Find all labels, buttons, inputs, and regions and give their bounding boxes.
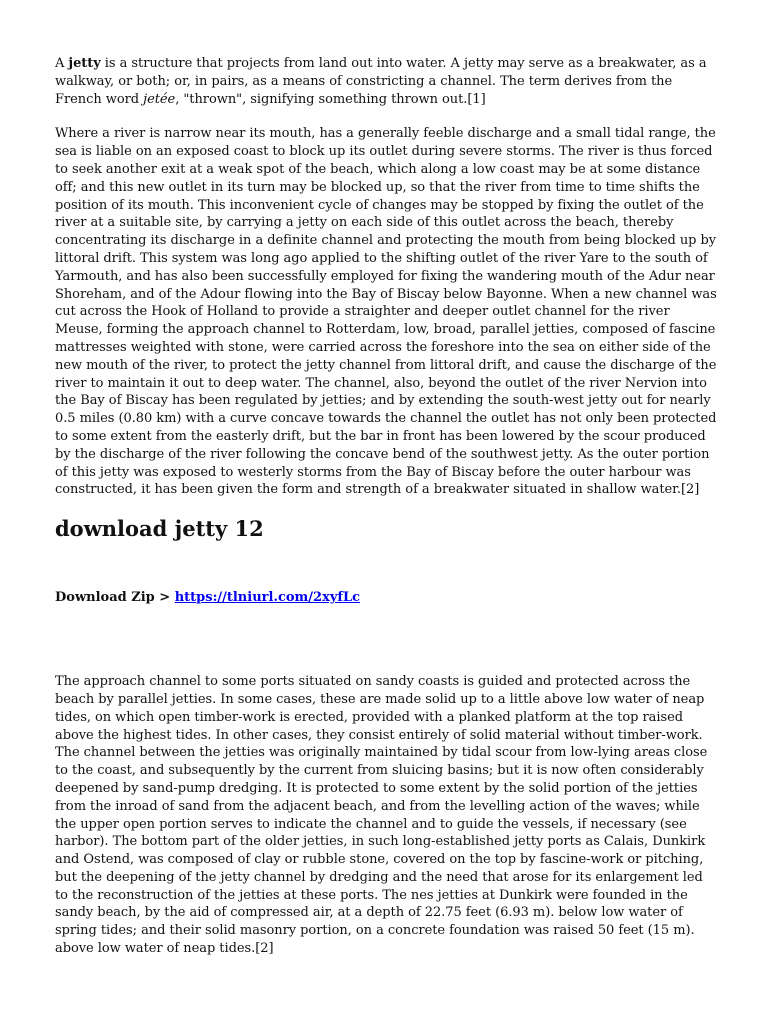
intro-paragraph bbox=[55, 55, 719, 108]
article bbox=[55, 55, 719, 958]
download-label: Download Zip > bbox=[55, 590, 175, 606]
intro-lead: A bbox=[55, 56, 69, 71]
intro-text-1: is a structure that projects from land out into water. A jetty may serve as a breakwater, as a walkway, or both; or, in pairs, as a means of constricting a channel. The term derives from the French word bbox=[55, 56, 707, 107]
intro-text-2: , "thrown", signifying something thrown out.[1] bbox=[175, 91, 486, 107]
french-word: jetée bbox=[143, 91, 176, 107]
download-link[interactable]: https://tlniurl.com/2xyfLc bbox=[174, 590, 361, 606]
download-line bbox=[55, 589, 719, 607]
river-jetty-paragraph: Where a river is narrow near its mouth, has a generally feeble discharge and a small tidal range, the sea is liable on an exposed coast to block up its outlet during severe storms. The river is thus forced to seek another exit at a weak spot of the beach, which along a low coast may be at some distance off; and this new outlet in its turn may be blocked up, so that the river from time to time shifts the position of its mouth. This inconvenient cycle of changes may be stopped by fixing the outlet of the river at a suitable site, by carrying a jetty on each side of this outlet across the beach, thereby concentrating its discharge in a definite channel and protecting the mouth from being blocked up by littoral drift. This system was long ago applied to the shifting outlet of the river Yare to the south of Yarmouth, and has also been successfully employed for fixing the wandering mouth of the Adur near Shoreham, and of the Adour flowing into the Bay of Biscay below Bayonne. When a new channel was cut across the Hook of Holland to provide a straighter and deeper outlet channel for the river Meuse, forming the approach channel to Rotterdam, low, broad, parallel jetties, composed of fascine mattresses weighted with stone, were carried across the foreshore into the sea on either side of the new mouth of the river, to protect the jetty channel from littoral drift, and cause the discharge of the river to maintain it out to deep water. The channel, also, beyond the outlet of the river Nervion into the Bay of Biscay has been regulated by jetties; and by extending the south-west jetty out for nearly 0.5 miles (0.80 km) with a curve concave towards the channel the outlet has not only been protected to some extent from the easterly drift, but the bar in front has been lowered by the scour produced by the discharge of the river following the concave bend of the southwest jetty. As the outer portion of this jetty was exposed to westerly storms from the Bay of Biscay before the outer harbour was constructed, it has been given the form and strength of a breakwater situated in shallow water.[2] bbox=[55, 126, 717, 498]
approach-channel-paragraph: The approach channel to some ports situated on sandy coasts is guided and protected across the beach by parallel jetties. In some cases, these are made solid up to a little above low water of neap tides, on which open timber-work is erected, provided with a planked platform at the top raised above the highest tides. In other cases, they consist entirely of solid material without timber-work. The channel between the jetties was originally maintained by tidal scour from low-lying areas close to the coast, and subsequently by the current from sluicing basins; but it is now often considerably deepened by sand-pump dredging. It is protected to some extent by the solid portion of the jetties from the inroad of sand from the adjacent beach, and from the levelling action of the waves; while the upper open portion serves to indicate the channel and to guide the vessels, if necessary (see harbor). The bottom part of the older jetties, in such long-established jetty ports as Calais, Dunkirk and Ostend, was composed of clay or rubble stone, covered on the top by fascine-work or pitching, but the deepening of the jetty channel by dredging and the need that arose for its enlargement led to the reconstruction of the jetties at these ports. The nes jetties at Dunkirk were founded in the sandy beach, by the aid of compressed air, at a depth of 22.75 feet (6.93 m). below low water of spring tides; and their solid masonry portion, on a concrete foundation was raised 50 feet (15 m). above low water of neap tides.[2] bbox=[55, 674, 708, 957]
page-heading: download jetty 12 bbox=[55, 516, 264, 542]
jetty-term: jetty bbox=[68, 56, 101, 71]
